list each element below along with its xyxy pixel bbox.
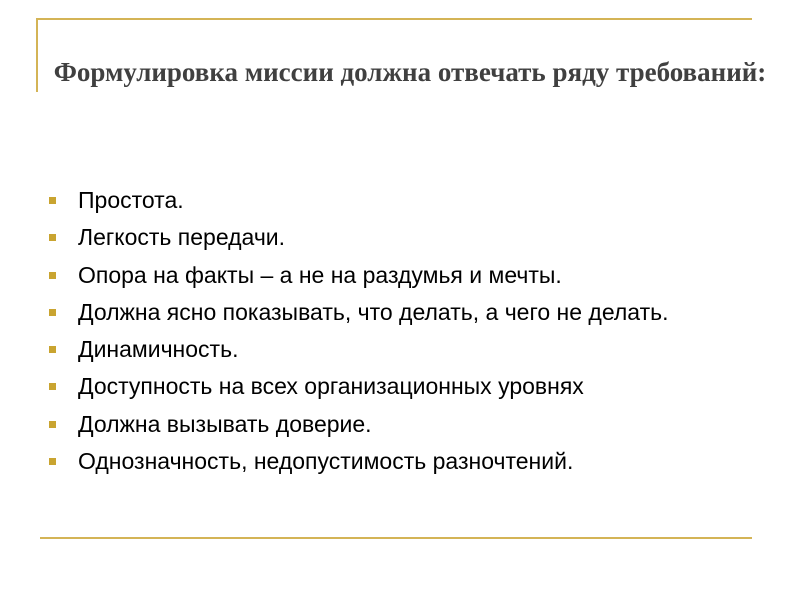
bullet-text: Простота. [78,187,184,213]
bullet-item [46,298,746,326]
bottom-divider [40,537,752,539]
bullet-text: Должна вызывать доверие. [78,410,372,437]
bullet-item [46,261,746,289]
bullet-text: Должна ясно показывать, что делать, а чего не делать. [78,298,669,325]
square-bullet-icon [49,309,56,316]
left-divider [36,18,38,92]
square-bullet-icon [49,234,56,241]
bullet-item [46,223,746,251]
bullet-text: Однозначность, недопустимость разночтений. [78,448,574,475]
bullet-item [46,186,746,214]
square-bullet-icon [49,458,56,465]
bullet-text: Доступность на всех организационных уровнях [78,373,584,400]
bullet-item [46,372,746,400]
top-divider [36,18,752,20]
slide-title: Формулировка миссии должна отвечать ряду требований: [53,57,767,87]
bullet-text: Опора на факты – а не на раздумья и мечты. [78,261,562,288]
square-bullet-icon [49,421,56,428]
square-bullet-icon [49,383,56,390]
bullet-text: Динамичность. [78,336,239,363]
bullet-text: Легкость передачи. [78,224,286,251]
bullet-list [46,186,746,484]
square-bullet-icon [49,346,56,353]
bullet-item [46,335,746,363]
square-bullet-icon [49,197,56,204]
bullet-item [46,447,746,475]
square-bullet-icon [49,272,56,279]
bullet-item [46,410,746,438]
